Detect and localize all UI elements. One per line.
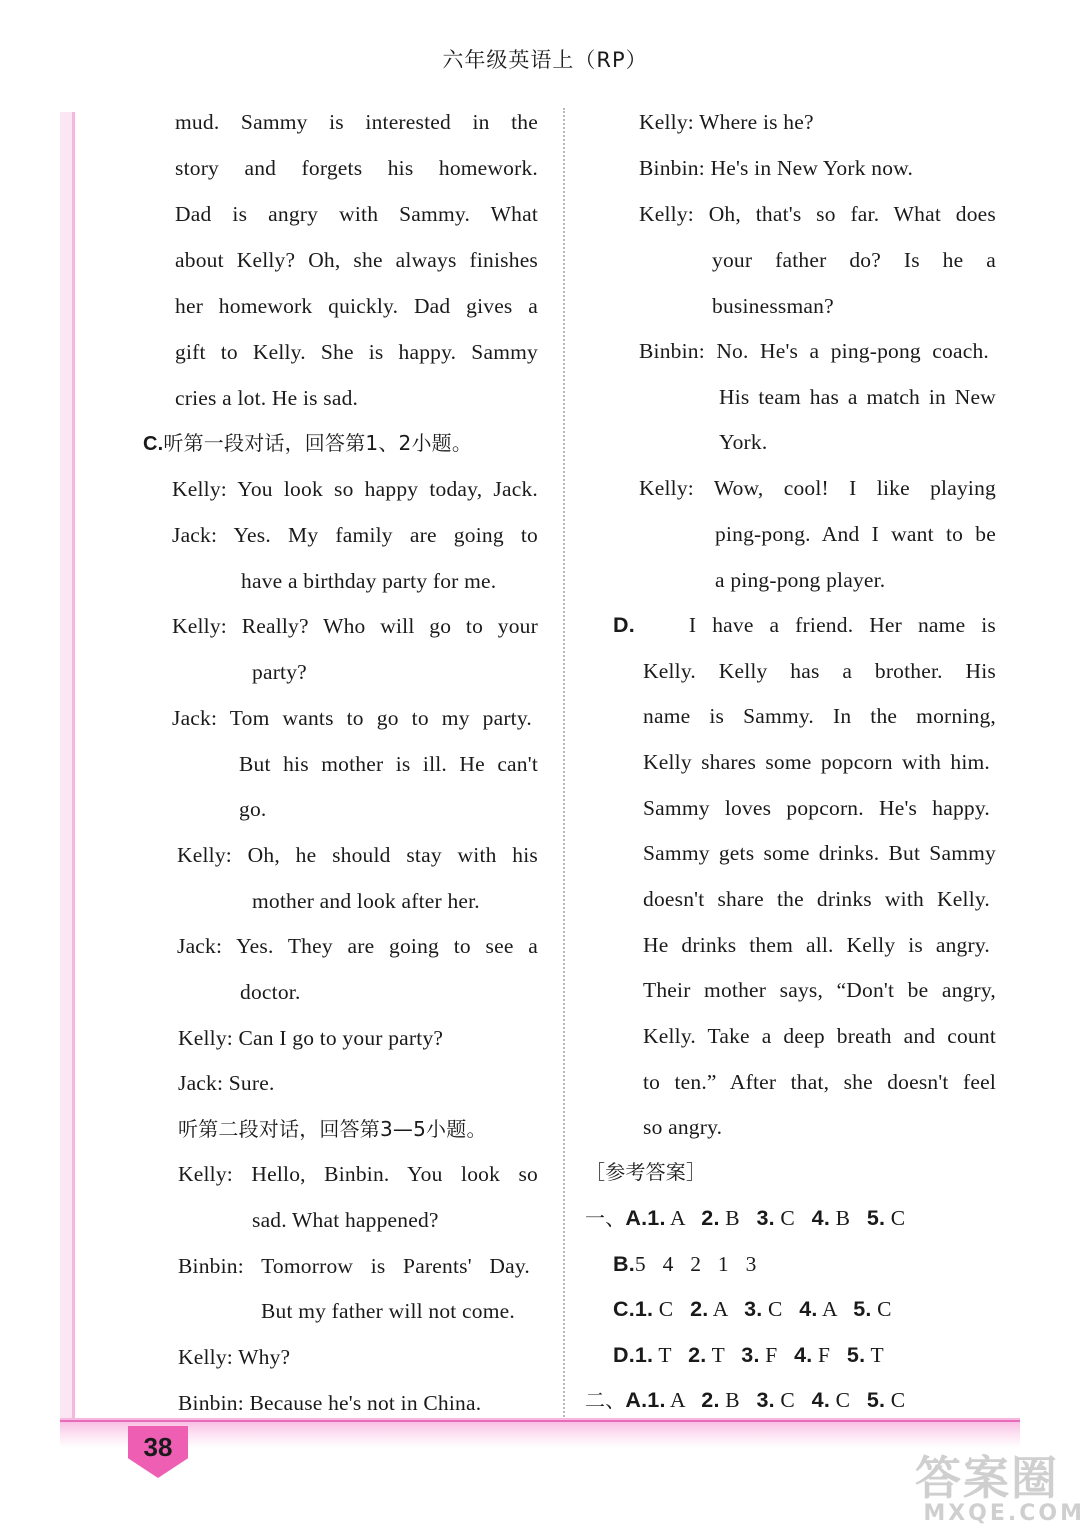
answer-value: C (871, 1297, 892, 1321)
answer-question-number: 3. (741, 1343, 760, 1367)
text-line (643, 798, 990, 820)
answer-value: B (830, 1206, 867, 1230)
line-text: He drinks them all. Kelly is angry. (643, 933, 990, 957)
text-line (241, 571, 496, 593)
text-line (177, 936, 538, 958)
answer-question-number: 4. (799, 1297, 818, 1321)
line-text: have a birthday party for me. (241, 569, 497, 593)
answer-question-number: 3. (756, 1388, 775, 1412)
text-line (178, 1028, 443, 1050)
text-line (715, 524, 996, 546)
line-text: mud. Sammy is interested in the (175, 110, 538, 134)
watermark-text: 答案圈 (915, 1451, 1059, 1505)
text-line (715, 570, 885, 592)
line-text: Kelly: Where is he? (639, 110, 814, 134)
line-text: Kelly: Can I go to your party? (178, 1026, 444, 1050)
line-text: ping-pong. And I want to be (715, 522, 996, 546)
footer-band (60, 1418, 1020, 1448)
answer-value: B (719, 1206, 757, 1230)
line-text: cries a lot. He is sad. (175, 386, 359, 410)
line-text: mother and look after her. (252, 889, 480, 913)
answer-question-number: 3. (756, 1206, 775, 1230)
line-text: doctor. (240, 980, 301, 1004)
text-line (175, 342, 538, 364)
line-text: so angry. (643, 1115, 723, 1139)
answer-value: F (759, 1343, 795, 1367)
line-text: Binbin: He's in New York now. (639, 156, 914, 180)
line-text: Kelly: Hello, Binbin. You look so (178, 1162, 538, 1186)
text-line (639, 204, 996, 226)
text-line (239, 754, 538, 776)
answer-value: A (708, 1297, 745, 1321)
line-text: I have a friend. Her name is (688, 613, 996, 637)
answer-question-number: 4. (811, 1388, 831, 1412)
text-line (178, 1256, 530, 1278)
text-line (252, 662, 307, 684)
line-text: York. (719, 430, 768, 454)
line-text: her homework quickly. Dad gives a (175, 294, 538, 318)
text-line (178, 1347, 290, 1369)
answer-value: C (762, 1297, 800, 1321)
text-line (613, 615, 996, 637)
line-text: Their mother says, “Don't be angry, (643, 978, 996, 1002)
text-line (643, 935, 990, 957)
answer-question-number: A.1. (625, 1206, 666, 1230)
text-line (712, 250, 996, 272)
answer-section-number: 二、 (585, 1388, 626, 1412)
answer-row (613, 1345, 884, 1367)
answer-section-number: 一、 (585, 1206, 626, 1230)
text-line (643, 1117, 722, 1139)
answer-question-number: B. (613, 1252, 635, 1276)
line-text: doesn't share the drinks with Kelly. (643, 887, 990, 911)
line-text: Binbin: No. He's a ping-pong coach. (639, 339, 989, 363)
text-line (178, 1393, 481, 1415)
text-line (178, 1164, 538, 1186)
text-line (172, 479, 538, 501)
answer-value: A (665, 1206, 702, 1230)
line-text: Kelly: Wow, cool! I like playing (639, 476, 996, 500)
answer-value: T (865, 1343, 884, 1367)
line-text: go. (239, 797, 267, 821)
text-line (252, 1210, 439, 1232)
answer-question-number: 5. (866, 1388, 886, 1412)
text-line (643, 843, 996, 865)
text-line (175, 388, 358, 410)
answer-value: 5 4 2 1 3 (634, 1252, 757, 1276)
text-line (261, 1301, 515, 1323)
answer-row (613, 1299, 892, 1321)
text-line (643, 889, 990, 911)
line-text: Kelly: Why? (178, 1345, 291, 1369)
text-line (252, 891, 480, 913)
line-text: a ping-pong player. (715, 568, 886, 592)
line-text: Binbin: Tomorrow is Parents' Day. (178, 1254, 530, 1278)
line-text: your father do? Is he a (712, 248, 996, 272)
line-text: Kelly: Oh, that's so far. What does (639, 202, 996, 226)
answer-value: A (665, 1388, 702, 1412)
text-line (175, 204, 538, 226)
column-divider (563, 108, 565, 1428)
text-line (172, 616, 538, 638)
answer-value: T (706, 1343, 742, 1367)
answer-value: A (817, 1297, 854, 1321)
text-line (172, 525, 538, 547)
text-line (239, 799, 266, 821)
line-text: story and forgets his homework. (175, 156, 538, 180)
line-text: Kelly shares some popcorn with him. (643, 750, 990, 774)
text-line (172, 708, 532, 730)
line-text: Jack: Sure. (178, 1071, 275, 1095)
footer-rule (60, 1420, 1020, 1422)
answer-question-number: D.1. (613, 1343, 654, 1367)
answer-question-number: 2. (701, 1388, 720, 1412)
line-text: Kelly. Take a deep breath and count (643, 1024, 996, 1048)
line-text: Binbin: Because he's not in China. (178, 1391, 482, 1415)
page-header-title: 六年级英语上（RP） (442, 48, 648, 72)
line-text: name is Sammy. In the morning, (643, 704, 996, 728)
answer-value: C (653, 1297, 691, 1321)
answer-question-number: 3. (744, 1297, 763, 1321)
answer-row (613, 1254, 757, 1276)
text-line (143, 433, 472, 454)
answer-value: B (719, 1388, 757, 1412)
text-line (178, 1119, 487, 1139)
text-line (643, 752, 990, 774)
text-line (719, 432, 767, 454)
line-text: businessman? (712, 294, 834, 318)
text-line (643, 1072, 996, 1094)
answer-value: C (774, 1206, 812, 1230)
line-text: Kelly: Really? Who will go to your (172, 614, 538, 638)
line-text: 听第一段对话，回答第1、2小题。 (163, 431, 473, 455)
line-text: gift to Kelly. She is happy. Sammy (175, 340, 538, 364)
line-text: Kelly: Oh, he should stay with his (177, 843, 538, 867)
answer-value: C (774, 1388, 812, 1412)
text-line (643, 706, 996, 728)
text-line (178, 1073, 275, 1095)
answer-question-number: A.1. (625, 1388, 666, 1412)
watermark-logo (915, 1451, 1085, 1533)
text-line (719, 387, 996, 409)
line-text: 听第二段对话，回答第3—5小题。 (178, 1117, 487, 1141)
page-number: 38 (143, 1432, 173, 1462)
answer-row: ［参考答案］ (585, 1160, 707, 1184)
line-text: But his mother is ill. He can't (239, 752, 538, 776)
text-line (240, 982, 301, 1004)
answer-question-number: 5. (853, 1297, 872, 1321)
line-text: about Kelly? Oh, she always finishes (175, 248, 538, 272)
text-line (639, 158, 913, 180)
answer-row (585, 1208, 905, 1230)
line-text: party? (252, 660, 307, 684)
margin-rule (72, 112, 75, 1422)
answer-value: C (885, 1206, 906, 1230)
text-line (712, 296, 834, 318)
answer-question-number: 5. (846, 1343, 866, 1367)
text-line (643, 1026, 996, 1048)
watermark-url: MXQE.COM (923, 1501, 1085, 1526)
answer-question-number: 2. (701, 1206, 720, 1230)
line-text: Dad is angry with Sammy. What (175, 202, 538, 226)
answer-question-number: C.1. (613, 1297, 654, 1321)
line-text: Jack: Yes. They are going to see a (177, 934, 538, 958)
answer-value: C (885, 1388, 906, 1412)
answer-question-number: 4. (811, 1206, 831, 1230)
line-text: Jack: Yes. My family are going to (172, 523, 538, 547)
answer-question-number: 2. (688, 1343, 707, 1367)
margin-decoration (60, 112, 72, 1422)
text-line (639, 478, 996, 500)
text-line (175, 158, 538, 180)
answer-question-number: 2. (690, 1297, 709, 1321)
line-text: sad. What happened? (252, 1208, 439, 1232)
section-label: C. (143, 433, 164, 455)
answer-value: F (812, 1343, 847, 1367)
line-text: Kelly. Kelly has a brother. His (643, 659, 996, 683)
line-text: to ten.” After that, she doesn't feel (643, 1070, 996, 1094)
line-text: His team has a match in New (719, 385, 996, 409)
text-line (639, 112, 814, 134)
answer-question-number: 4. (794, 1343, 813, 1367)
answer-value: T (653, 1343, 689, 1367)
line-text: Kelly: You look so happy today, Jack. (172, 477, 538, 501)
text-line (175, 112, 538, 134)
answer-value: C (830, 1388, 867, 1412)
line-text: Sammy gets some drinks. But Sammy (643, 841, 996, 865)
text-line (177, 845, 538, 867)
answer-row (585, 1390, 905, 1412)
text-line (175, 250, 538, 272)
line-text: But my father will not come. (261, 1299, 515, 1323)
text-line (643, 980, 996, 1002)
section-label: D. (613, 613, 635, 637)
answer-question-number: 5. (866, 1206, 886, 1230)
line-text: Sammy loves popcorn. He's happy. (643, 796, 990, 820)
text-line (175, 296, 538, 318)
text-line (643, 661, 996, 683)
text-line (639, 341, 989, 363)
line-text: Jack: Tom wants to go to my party. (172, 706, 532, 730)
